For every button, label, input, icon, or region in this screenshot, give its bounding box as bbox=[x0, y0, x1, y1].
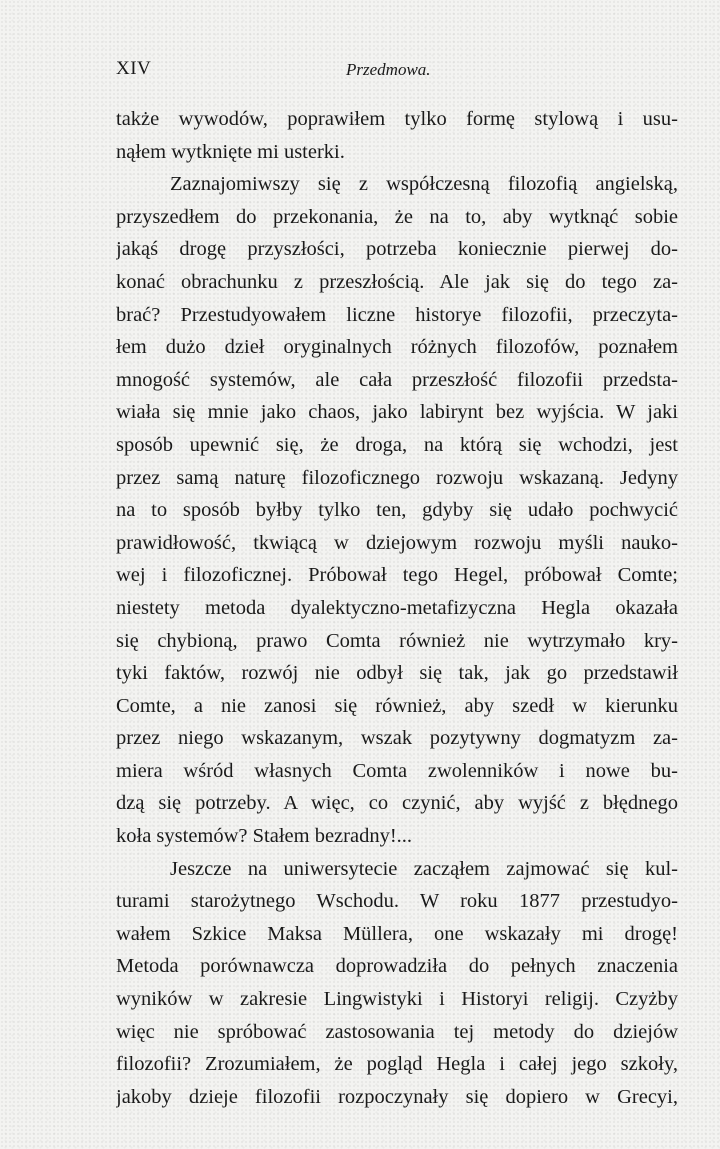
text-line: przyszedłem do przekonania, że na to, aby wytknąć sobie bbox=[116, 205, 678, 228]
text-line: Metoda porównawcza doprowadziła do pełnych znaczenia bbox=[116, 955, 678, 978]
running-head: Przedmowa. bbox=[346, 60, 431, 79]
text-line: się chybioną, prawo Comta również nie wytrzymało kry- bbox=[116, 629, 678, 652]
text-line: więc nie spróbować zastosowania tej metody do dziejów bbox=[116, 1020, 678, 1043]
text-line: przez niego wskazanym, wszak pozytywny dogmatyzm za- bbox=[116, 727, 678, 750]
text-line: miera wśród własnych Comta zwolenników i nowe bu- bbox=[116, 759, 678, 782]
text-line: także wywodów, poprawiłem tylko formę stylową i usu- bbox=[116, 108, 678, 130]
text-line: przez samą naturę filozoficznego rozwoju wskazaną. Jedyny bbox=[116, 466, 678, 489]
text-line: wej i filozoficznej. Próbował tego Hegel, próbował Comte; bbox=[116, 564, 678, 587]
text-line: nąłem wytknięte mi usterki. bbox=[116, 140, 345, 163]
text-line: Zaznajomiwszy się z współczesną filozofią angielską, bbox=[170, 173, 678, 196]
text-line: mnogość systemów, ale cała przeszłość filozofii przedsta- bbox=[116, 368, 678, 391]
text-line: wyników w zakresie Lingwistyki i Historyi religij. Czyżby bbox=[116, 988, 678, 1011]
text-line: niestety metoda dyalektyczno-metafizyczna Hegla okazała bbox=[116, 596, 678, 619]
body-text bbox=[116, 103, 678, 1113]
text-line: wałem Szkice Maksa Müllera, one wskazały mi drogę! bbox=[116, 922, 678, 945]
text-line: Comte, a nie zanosi się również, aby szedł w kierunku bbox=[116, 694, 678, 717]
text-line: prawidłowość, tkwiącą w dziejowym rozwoju myśli nauko- bbox=[116, 531, 678, 554]
text-line: Jeszcze na uniwersytecie zacząłem zajmować się kul- bbox=[170, 857, 678, 880]
text-line: wiała się mnie jako chaos, jako labirynt bez wyjścia. W jaki bbox=[116, 401, 678, 424]
text-line: jakoby dzieje filozofii rozpoczynały się dopiero w Grecyi, bbox=[116, 1085, 678, 1108]
text-line: łem dużo dzieł oryginalnych różnych filozofów, poznałem bbox=[116, 336, 678, 359]
text-line: na to sposób byłby tylko ten, gdyby się udało pochwycić bbox=[116, 499, 678, 522]
text-line: tyki faktów, rozwój nie odbył się tak, jak go przedstawił bbox=[116, 662, 678, 685]
text-line: brać? Przestudyowałem liczne historye filozofii, przeczyta- bbox=[116, 303, 678, 326]
text-line: koła systemów? Stałem bezradny!... bbox=[116, 825, 413, 848]
text-line: konać obrachunku z przeszłością. Ale jak się do tego za- bbox=[116, 270, 678, 293]
text-line: dzą się potrzeby. A więc, co czynić, aby wyjść z błędnego bbox=[116, 792, 678, 815]
page-header bbox=[116, 58, 678, 88]
page-number: XIV bbox=[116, 58, 152, 79]
text-line: filozofii? Zrozumiałem, że pogląd Hegla i całej jego szkoły, bbox=[116, 1053, 678, 1076]
text-line: sposób upewnić się, że droga, na którą się wchodzi, jest bbox=[116, 433, 678, 456]
text-line: jakąś drogę przyszłości, potrzeba koniecznie pierwej do- bbox=[116, 238, 678, 261]
text-line: turami starożytnego Wschodu. W roku 1877 przestudyo- bbox=[116, 890, 678, 913]
